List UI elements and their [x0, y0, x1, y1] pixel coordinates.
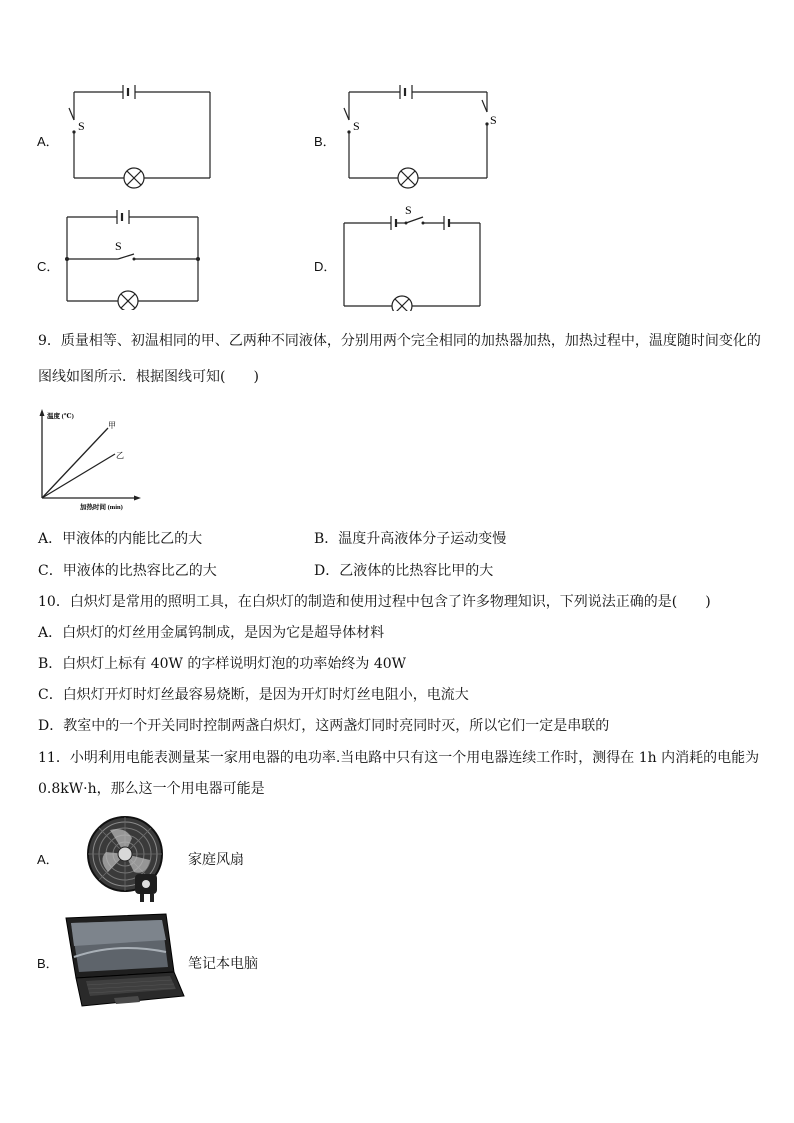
q11-stem-line2: 0.8kW·h，那么这一个用电器可能是	[38, 781, 265, 797]
switch-b-left-label: S	[353, 119, 360, 133]
q9-stem-line1: 9．质量相等、初温相同的甲、乙两种不同液体，分别用两个完全相同的加热器加热，加热过程中，温度随时间变化的	[38, 333, 761, 349]
q10-option-c: C．白炽灯开灯时灯丝最容易烧断，是因为开灯时灯丝电阻小，电流大	[38, 687, 469, 703]
q9-option-b: B．温度升高液体分子运动变慢	[314, 531, 507, 547]
switch-d-label: S	[405, 203, 412, 217]
q10-option-d: D．教室中的一个开关同时控制两盏白炽灯，这两盏灯同时亮同时灭，所以它们一定是串联的	[38, 718, 610, 734]
q11-option-a-letter: A．	[37, 852, 59, 867]
circuit-a-letter: A．	[37, 134, 59, 149]
q9-option-d: D．乙液体的比热容比甲的大	[314, 563, 494, 579]
circuit-c-letter: C．	[37, 259, 60, 274]
graph-label-yi: 乙	[116, 451, 124, 460]
q9-stem-line2: 图线如图所示．根据图线可知( )	[38, 369, 259, 385]
switch-a-label: S	[78, 119, 85, 133]
switch-a-blade	[69, 108, 74, 120]
q10-option-b: B．白炽灯上标有 40W 的字样说明灯泡的功率始终为 40W	[38, 656, 407, 672]
circuit-b-diagram	[336, 80, 506, 190]
circuit-b-letter: B．	[314, 134, 336, 149]
q10-option-a: A．白炽灯的灯丝用金属钨制成，是因为它是超导体材料	[38, 625, 385, 641]
graph-x-axis-label: 加热时间 (min)	[80, 504, 123, 511]
q11-option-a-label: 家庭风扇	[188, 852, 244, 868]
q9-temperature-graph	[30, 408, 145, 513]
q10-stem: 10．白炽灯是常用的照明工具，在白炽灯的制造和使用过程中包含了许多物理知识，下列说法正确的是( )	[38, 594, 711, 610]
q9-option-c: C．甲液体的比热容比乙的大	[38, 563, 217, 579]
circuit-d-letter: D．	[314, 259, 337, 274]
circuit-c-diagram	[60, 205, 210, 310]
q11-stem-line1: 11．小明利用电能表测量某一家用电器的电功率.当电路中只有这一个用电器连续工作时，测得在 1h 内消耗的电能为	[38, 750, 760, 766]
circuit-a-diagram	[60, 80, 220, 190]
laptop-icon	[62, 912, 186, 1010]
fan-icon	[80, 814, 172, 906]
graph-y-axis-label: 温度 (℃)	[47, 413, 74, 420]
q11-option-b-letter: B．	[37, 956, 59, 971]
graph-label-jia: 甲	[108, 421, 116, 430]
q11-option-b-label: 笔记本电脑	[188, 956, 258, 972]
switch-b-right-label: S	[490, 113, 497, 127]
graph-line-yi	[42, 454, 115, 498]
graph-line-jia	[42, 428, 108, 498]
circuit-d-diagram	[336, 203, 491, 311]
switch-c-label: S	[115, 239, 122, 253]
q9-option-a: A．甲液体的内能比乙的大	[38, 531, 203, 547]
